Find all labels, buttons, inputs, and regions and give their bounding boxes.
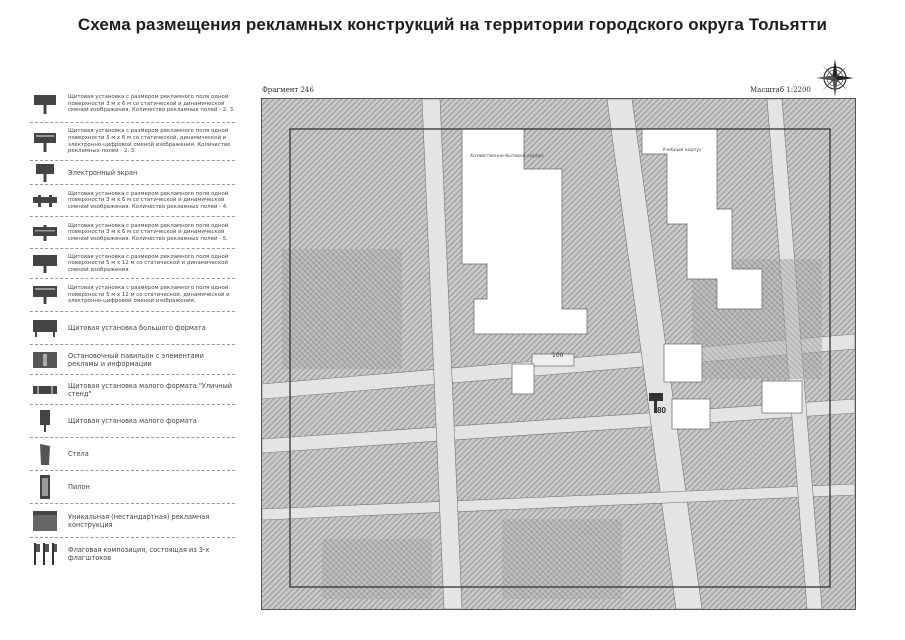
legend-label: Уникальная (нестандартная) рекламная конструкция xyxy=(68,512,210,529)
legend-item xyxy=(30,86,235,123)
legend-item xyxy=(30,123,235,161)
legend-item xyxy=(30,312,235,345)
legend-item xyxy=(30,471,235,504)
bus-stop-pavilion-icon xyxy=(32,350,58,370)
street-stand-icon xyxy=(32,383,58,397)
unique-structure-icon xyxy=(32,510,58,532)
map-canvas[interactable] xyxy=(262,99,855,609)
legend-label: Флаговая композиция, состоящая из 3-х флагштоков xyxy=(68,546,210,562)
legend-label: Стела xyxy=(68,450,89,458)
pylon-icon xyxy=(32,474,58,500)
legend-item xyxy=(30,185,235,217)
billboard-5x12-icon xyxy=(32,254,58,274)
legend-label: Щитовая установка с размером рекламного поля одной поверхности 3 м х 6 м со статической и динамической сменой изображения. Количество рекламных полей - 5. xyxy=(68,222,229,242)
legend-label: Пилон xyxy=(68,483,90,491)
legend-item xyxy=(30,249,235,279)
large-format-billboard-icon xyxy=(32,318,58,338)
page-title: Схема размещения рекламных конструкций на территории городского округа Тольятти xyxy=(77,15,828,34)
legend xyxy=(30,86,235,570)
billboard-marker-number: 80 xyxy=(657,406,666,415)
legend-label: Щитовая установка малого формата "Уличный стенд" xyxy=(68,381,233,398)
billboard-3x6-5-fields-icon xyxy=(32,224,58,242)
small-billboard-icon xyxy=(32,409,58,433)
legend-label: Щитовая установка большого формата xyxy=(68,324,206,332)
stela-icon xyxy=(32,442,58,466)
legend-label: Щитовая установка малого формата xyxy=(68,417,197,425)
map-fragment[interactable] xyxy=(261,98,856,610)
legend-label: Щитовая установка с размером рекламного поля одной поверхности 3 м х 6 м со статической и динамической сменой изображения. Количество рекламных полей - 4. xyxy=(68,190,229,210)
legend-item xyxy=(30,375,235,405)
legend-label: Электронный экран xyxy=(68,168,138,177)
legend-item xyxy=(30,345,235,375)
building-label: Хозяйственно-бытовой корпус xyxy=(469,154,545,159)
building-number: 100 xyxy=(552,352,564,359)
building-label: Учебный корпус xyxy=(662,148,702,153)
fragment-label: Фрагмент 246 xyxy=(262,86,314,94)
legend-label: Щитовая установка с размером рекламного поля одной поверхности 3 м х 6 м со статической, динамической и электронно-цифровой сменой изображения. Количество рекламных полей - 2, 3. xyxy=(68,128,231,155)
flag-composition-icon xyxy=(32,542,58,566)
electronic-screen-icon xyxy=(32,163,58,183)
legend-item xyxy=(30,538,235,570)
legend-item xyxy=(30,279,235,312)
legend-item xyxy=(30,405,235,438)
legend-item xyxy=(30,504,235,538)
legend-label: Щитовая установка с размером рекламного поля одной поверхности 5 м х 12 м со статической, динамической и электронно-цифровой сменой изображения. xyxy=(68,285,230,305)
billboard-5x12-digital-icon xyxy=(32,285,58,305)
legend-label: Остановочный павильон с элементами рекламы и информации xyxy=(68,351,204,368)
scale-label: Масштаб 1:2200 xyxy=(750,86,811,94)
legend-label: Щитовая установка с размером рекламного поля одной поверхности 3 м х 6 м со статической и динамической сменой изображения. Количество рекламных полей - 2, 3. xyxy=(68,94,235,114)
compass-rose-icon xyxy=(815,58,855,98)
billboard-3x6-4-fields-icon xyxy=(32,194,58,208)
legend-label: Щитовая установка с размером рекламного поля одной поверхности 5 м х 12 м со статической и динамической сменой изображения. xyxy=(68,253,229,273)
legend-item xyxy=(30,161,235,185)
legend-item xyxy=(30,217,235,249)
billboard-3x6-digital-icon xyxy=(32,131,58,153)
billboard-3x6-icon xyxy=(32,93,58,115)
legend-item xyxy=(30,438,235,471)
